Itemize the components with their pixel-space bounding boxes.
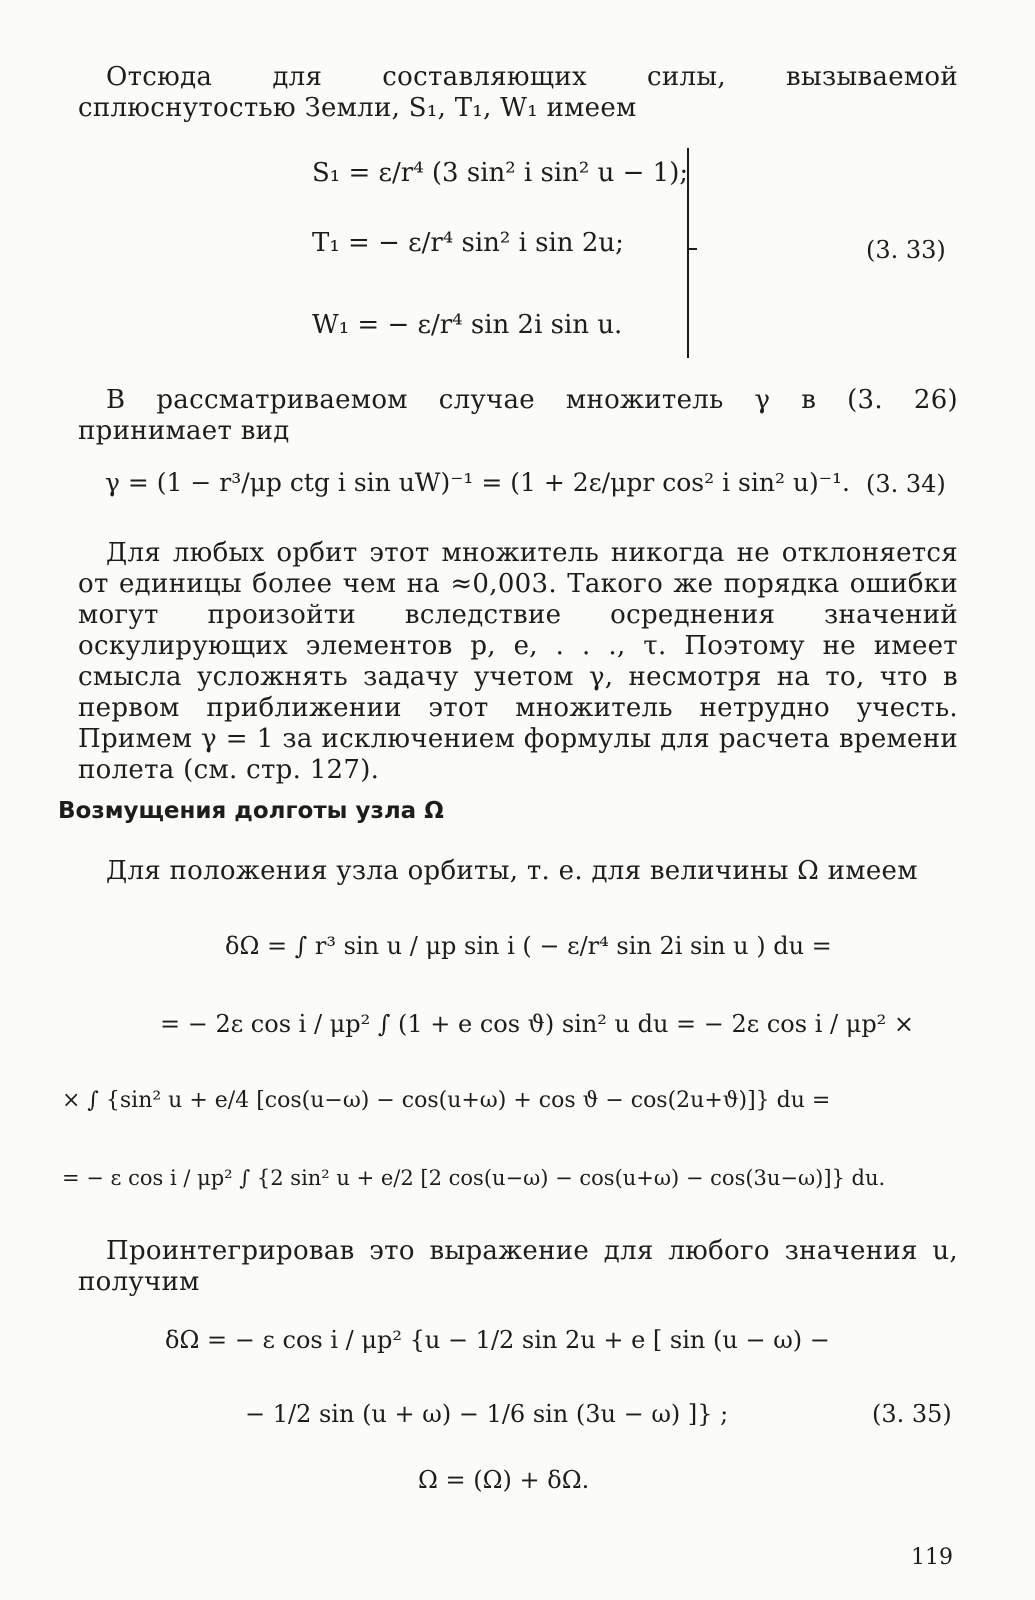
integral-line-4: = − ε cos i / μp² ∫ {2 sin² u + e/2 [2 cos(u−ω) − cos(u+ω) − cos(3u−ω)]} du. (62, 1166, 886, 1190)
equation-gamma: γ = (1 − r³/μp ctg i sin uW)⁻¹ = (1 + 2ε/μpr cos² i sin² u)⁻¹. (105, 468, 850, 497)
integral-line-1: δΩ = ∫ r³ sin u / μp sin i ( − ε/r⁴ sin 2i sin u ) du = (225, 932, 832, 960)
equation-w1: W₁ = − ε/r⁴ sin 2i sin u. (312, 310, 623, 340)
page-number: 119 (911, 1545, 953, 1570)
integral-line-2: = − 2ε cos i / μp² ∫ (1 + e cos ϑ) sin² u du = − 2ε cos i / μp² × (160, 1010, 915, 1038)
equation-number-3-34: (3. 34) (866, 470, 946, 498)
equation-3-35-line-2: − 1/2 sin (u + ω) − 1/6 sin (3u − ω) ]} ; (245, 1400, 729, 1428)
equation-3-35-line-1: δΩ = − ε cos i / μp² {u − 1/2 sin 2u + e [ sin (u − ω) − (165, 1326, 830, 1354)
equation-3-35-line-3: Ω = (Ω) + δΩ. (418, 1466, 590, 1494)
equation-s1: S₁ = ε/r⁴ (3 sin² i sin² u − 1); (312, 158, 689, 188)
gamma-paragraph: Для любых орбит этот множитель никогда не отклоняется от единицы более чем на ≈0,003. Такого же порядка ошибки могут произойти вследствие осреднения значений оскулирующих элементов p, e, . . ., τ. Поэтому не имеет смысла усложнять задачу учетом γ, несмотря на то, что в первом приближении этот множитель нетрудно учесть. Примем γ = 1 за исключением формулы для расчета времени полета (см. стр. 127). (78, 538, 958, 785)
equation-number-3-35: (3. 35) (872, 1400, 952, 1428)
integral-line-3: × ∫ {sin² u + e/4 [cos(u−ω) − cos(u+ω) + cos ϑ − cos(2u+ϑ)]} du = (62, 1088, 831, 1113)
equation-number-3-33: (3. 33) (866, 236, 946, 264)
integrated-paragraph: Проинтегрировав это выражение для любого значения u, получим (78, 1236, 958, 1297)
system-brace (675, 148, 689, 358)
intro-paragraph: Отсюда для составляющих силы, вызываемой сплюснутостью Земли, S₁, T₁, W₁ имеем (78, 62, 958, 123)
equation-t1: T₁ = − ε/r⁴ sin² i sin 2u; (312, 228, 624, 258)
node-intro-paragraph: Для положения узла орбиты, т. е. для величины Ω имеем (106, 856, 918, 886)
section-heading: Возмущения долготы узла Ω (58, 798, 444, 824)
gamma-intro-paragraph: В рассматриваемом случае множитель γ в (3. 26) принимает вид (78, 385, 958, 446)
